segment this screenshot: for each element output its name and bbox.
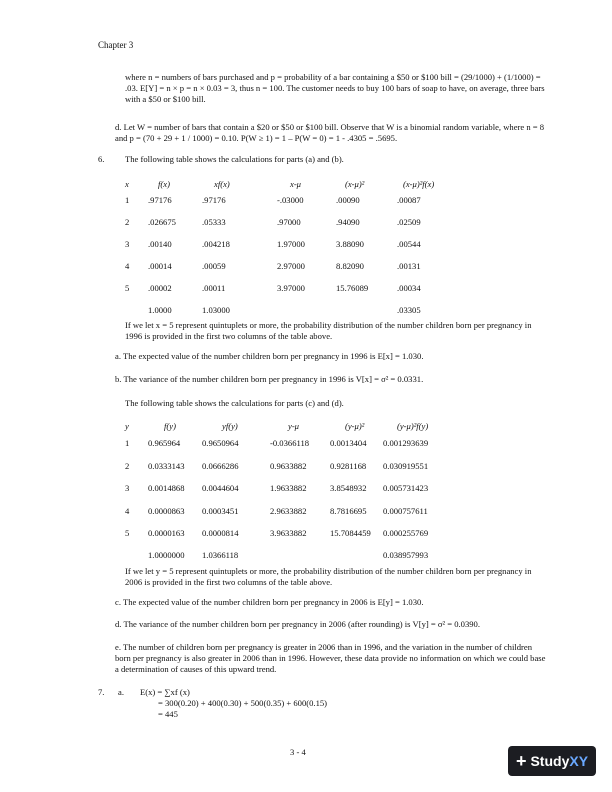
question-6-number: 6. xyxy=(98,154,105,164)
page-number: 3 - 4 xyxy=(290,747,306,757)
brand-suffix: XY xyxy=(569,753,589,769)
cell: .02509 xyxy=(397,217,421,227)
cell: 0.0000863 xyxy=(148,506,185,516)
cell: 5 xyxy=(125,528,130,538)
expectation-formula: E(x) = ∑xf (x) xyxy=(140,687,190,697)
col-header: yf(y) xyxy=(222,421,238,431)
table-2-intro: The following table shows the calculations for parts (c) and (d). xyxy=(125,398,344,408)
cell: 0.9633882 xyxy=(270,461,307,471)
part-d: d. The variance of the number children born per pregnancy in 2006 (after rounding) is V[y] = σ² = 0.0390. xyxy=(115,619,481,629)
cell: .97176 xyxy=(148,195,172,205)
expectation-result: = 445 xyxy=(158,709,178,719)
cell: .00544 xyxy=(397,239,421,249)
col-header: (x-μ)² xyxy=(345,179,365,189)
col-header: x xyxy=(125,179,129,189)
cell: .00140 xyxy=(148,239,172,249)
cell: .00011 xyxy=(202,283,226,293)
cell: 2.9633882 xyxy=(270,506,307,516)
cell: 2.97000 xyxy=(277,261,305,271)
brand-name: Study xyxy=(530,753,570,769)
cell: .97000 xyxy=(277,217,301,227)
cell: .00002 xyxy=(148,283,172,293)
col-header: (y-μ)² xyxy=(345,421,365,431)
cell: 0.001293639 xyxy=(383,438,429,448)
cell: 0.000255769 xyxy=(383,528,429,538)
cell: 3 xyxy=(125,483,130,493)
col-header: y-μ xyxy=(288,421,299,431)
cell: .03305 xyxy=(397,305,421,315)
cell: .004218 xyxy=(202,239,230,249)
cell: 0.0003451 xyxy=(202,506,239,516)
cell: .00087 xyxy=(397,195,421,205)
col-header: (x-μ)²f(x) xyxy=(403,179,435,189)
col-header: xf(x) xyxy=(214,179,230,189)
cell: .97176 xyxy=(202,195,226,205)
cell: 0.030919551 xyxy=(383,461,429,471)
cell: .00059 xyxy=(202,261,226,271)
cell: 0.0013404 xyxy=(330,438,367,448)
cell: 3.97000 xyxy=(277,283,305,293)
question-6-intro: The following table shows the calculations for parts (a) and (b). xyxy=(125,154,344,164)
cell: 0.0044604 xyxy=(202,483,239,493)
cell: 0.038957993 xyxy=(383,550,429,560)
cell: 4 xyxy=(125,506,130,516)
cell: 1.0000 xyxy=(148,305,172,315)
cell: 0.0333143 xyxy=(148,461,185,471)
cell: 1.0000000 xyxy=(148,550,185,560)
cell: 0.005731423 xyxy=(383,483,429,493)
chapter-header: Chapter 3 xyxy=(98,40,134,50)
part-a: a. The expected value of the number children born per pregnancy in 1996 is E[x] = 1.030. xyxy=(115,351,424,361)
cell: .00131 xyxy=(397,261,421,271)
cell: 2 xyxy=(125,461,130,471)
cell: 0.9650964 xyxy=(202,438,239,448)
cell: .05333 xyxy=(202,217,226,227)
cell: 4 xyxy=(125,261,130,271)
part-d-previous: d. Let W = number of bars that contain a $20 or $50 or $100 bill. Observe that W is a binomial random variable, where n = 8 and p = (70 + 29 + 1 / 1000) = 0.10. P(W ≥ 1) = 1 – P(W = 0) = 1 - .4305 = .5695. xyxy=(115,122,545,143)
cell: 0.0000814 xyxy=(202,528,239,538)
cell: 0.965964 xyxy=(148,438,181,448)
cell: 2 xyxy=(125,217,130,227)
note-1996: If we let x = 5 represent quintuplets or more, the probability distribution of the number children born per pregnancy in 1996 is provided in the first two columns of the table above. xyxy=(125,320,532,341)
plus-icon: + xyxy=(515,751,527,771)
studyxy-logo[interactable] xyxy=(508,746,596,776)
cell: 15.76089 xyxy=(336,283,369,293)
cell: 1.9633882 xyxy=(270,483,307,493)
note-2006: If we let y = 5 represent quintuplets or more, the probability distribution of the number children born per pregnancy in 2006 is provided in the first two columns of the table above. xyxy=(125,566,532,587)
cell: .94090 xyxy=(336,217,360,227)
cell: 0.000757611 xyxy=(383,506,428,516)
cell: 1.03000 xyxy=(202,305,230,315)
part-c: c. The expected value of the number children born per pregnancy in 2006 is E[y] = 1.030. xyxy=(115,597,424,607)
col-header: x-μ xyxy=(290,179,301,189)
paragraph-binomial-n: where n = numbers of bars purchased and p = probability of a bar containing a $50 or $100 bill = (29/1000) + (1/1000) = .03. E[Y] = n × p = n × 0.03 = 3, thus n = 100. The customer needs to buy 100 bars of soap to have, on average, three bars with a $50 or $100 bill. xyxy=(125,72,545,104)
part-b: b. The variance of the number children born per pregnancy in 1996 is V[x] = σ² = 0.0331. xyxy=(115,374,424,384)
cell: 0.0000163 xyxy=(148,528,185,538)
cell: .00034 xyxy=(397,283,421,293)
cell: 1.97000 xyxy=(277,239,305,249)
cell: 15.7084459 xyxy=(330,528,371,538)
cell: 8.7816695 xyxy=(330,506,367,516)
expectation-expansion: = 300(0.20) + 400(0.30) + 500(0.35) + 600(0.15) xyxy=(158,698,328,708)
cell: .026675 xyxy=(148,217,176,227)
col-header: y xyxy=(125,421,129,431)
cell: 3.88090 xyxy=(336,239,364,249)
cell: 1 xyxy=(125,438,130,448)
col-header: (y-μ)²f(y) xyxy=(397,421,429,431)
cell: 1.0366118 xyxy=(202,550,239,560)
question-7-part-a: a. xyxy=(118,687,124,697)
cell: -0.0366118 xyxy=(270,438,310,448)
cell: 5 xyxy=(125,283,130,293)
cell: 0.0666286 xyxy=(202,461,239,471)
question-7-number: 7. xyxy=(98,687,105,697)
part-e: e. The number of children born per pregnancy is greater in 2006 than in 1996, and the variation in the number of children born per pregnancy is also greater in 2006 than in 1996. However, these data provide no information on which we could base a determination of causes of this upward trend. xyxy=(115,642,546,674)
cell: 0.0014868 xyxy=(148,483,185,493)
cell: 1 xyxy=(125,195,130,205)
cell: 3.8548932 xyxy=(330,483,367,493)
cell: 8.82090 xyxy=(336,261,364,271)
col-header: f(y) xyxy=(164,421,176,431)
cell: .00090 xyxy=(336,195,360,205)
cell: 3 xyxy=(125,239,130,249)
cell: -.03000 xyxy=(277,195,304,205)
cell: 3.9633882 xyxy=(270,528,307,538)
cell: 0.9281168 xyxy=(330,461,367,471)
cell: .00014 xyxy=(148,261,172,271)
col-header: f(x) xyxy=(158,179,170,189)
